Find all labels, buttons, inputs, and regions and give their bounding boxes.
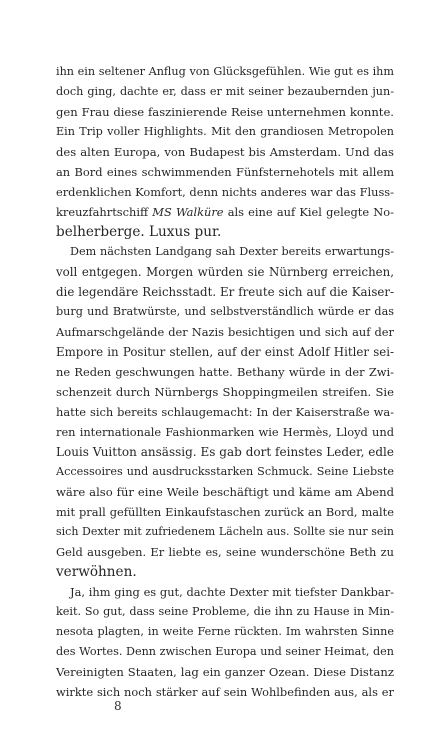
text-line: Louis Vuitton ansässig. Es gab dort feinstes Leder, edle (56, 445, 394, 459)
text-line: schenzeit durch Nürnbergs Shoppingmeilen streifen. Sie (56, 385, 394, 399)
text-line: wirkte sich noch stärker auf sein Wohlbefinden aus, als er (56, 685, 394, 699)
text-line: gen Frau diese faszinierende Reise unternehmen konnte. (56, 105, 394, 119)
text-line: wäre also für eine Weile beschäftigt und käme am Abend (56, 485, 394, 499)
text-line: keit. So gut, dass seine Probleme, die ihn zu Hause in Min- (56, 605, 394, 618)
text-line: an Bord eines schwimmenden Fünfsternehotels mit allem (56, 165, 394, 179)
text-line: die legendäre Reichsstadt. Er freute sich auf die Kaiser- (56, 285, 394, 299)
text-line: Empore in Positur stellen, auf der einst Adolf Hitler sei- (56, 345, 394, 359)
text-line: Vereinigten Staaten, lag ein ganzer Ozean. Diese Distanz (56, 665, 394, 679)
text-line: doch ging, dachte er, dass er mit seiner bezaubernden jun- (56, 85, 394, 98)
text-line: des Wortes. Denn zwischen Europa und seiner Heimat, den (56, 645, 394, 658)
text-line: mit prall gefüllten Einkaufstaschen zurück an Bord, malte (56, 505, 394, 519)
page-number: 8 (114, 699, 122, 713)
text-line: Dem nächsten Landgang sah Dexter bereits erwartungs- (70, 245, 394, 258)
text-segment: als eine auf Kiel gelegte No- (223, 205, 394, 219)
text-line: belherberge. Luxus pur. (56, 224, 222, 240)
text-line: sich Dexter mit zufriedenem Lächeln aus. Sollte sie nur sein (56, 525, 394, 538)
text-line: ne Reden geschwungen hatte. Bethany würde in der Zwi- (56, 365, 394, 379)
text-line: ren internationale Fashionmarken wie Hermès, Lloyd und (56, 425, 394, 439)
text-line: erdenklichen Komfort, denn nichts anderes war das Fluss- (56, 185, 394, 199)
text-line: verwöhnen. (56, 564, 137, 580)
text-segment: kreuzfahrtschiff (56, 205, 153, 219)
text-line: burg und Bratwürste, und selbstverständlich würde er das (56, 305, 394, 318)
text-line (56, 202, 394, 222)
text-line: hatte sich bereits schlaugemacht: In der Kaiserstraße wa- (56, 405, 394, 419)
text-line: nesota plagten, in weite Ferne rückten. Im wahrsten Sinne (56, 625, 394, 638)
ship-name-italic: MS Walküre (152, 205, 224, 219)
text-line: ihn ein seltener Anflug von Glücksgefühlen. Wie gut es ihm (56, 65, 394, 78)
text-line: Ja, ihm ging es gut, dachte Dexter mit tiefster Dankbar- (70, 585, 394, 599)
text-line: voll entgegen. Morgen würden sie Nürnberg erreichen, (56, 265, 394, 279)
body-text (56, 62, 394, 702)
text-line: Ein Trip voller Highlights. Mit den grandiosen Metropolen (56, 125, 394, 138)
text-line: Accessoires und ausdrucksstarken Schmuck. Seine Liebste (56, 465, 394, 478)
text-line: des alten Europa, von Budapest bis Amsterdam. Und das (56, 145, 394, 159)
text-line: Geld ausgeben. Er liebte es, seine wunderschöne Beth zu (56, 545, 394, 559)
text-line: Aufmarschgelände der Nazis besichtigen und sich auf der (56, 325, 394, 339)
